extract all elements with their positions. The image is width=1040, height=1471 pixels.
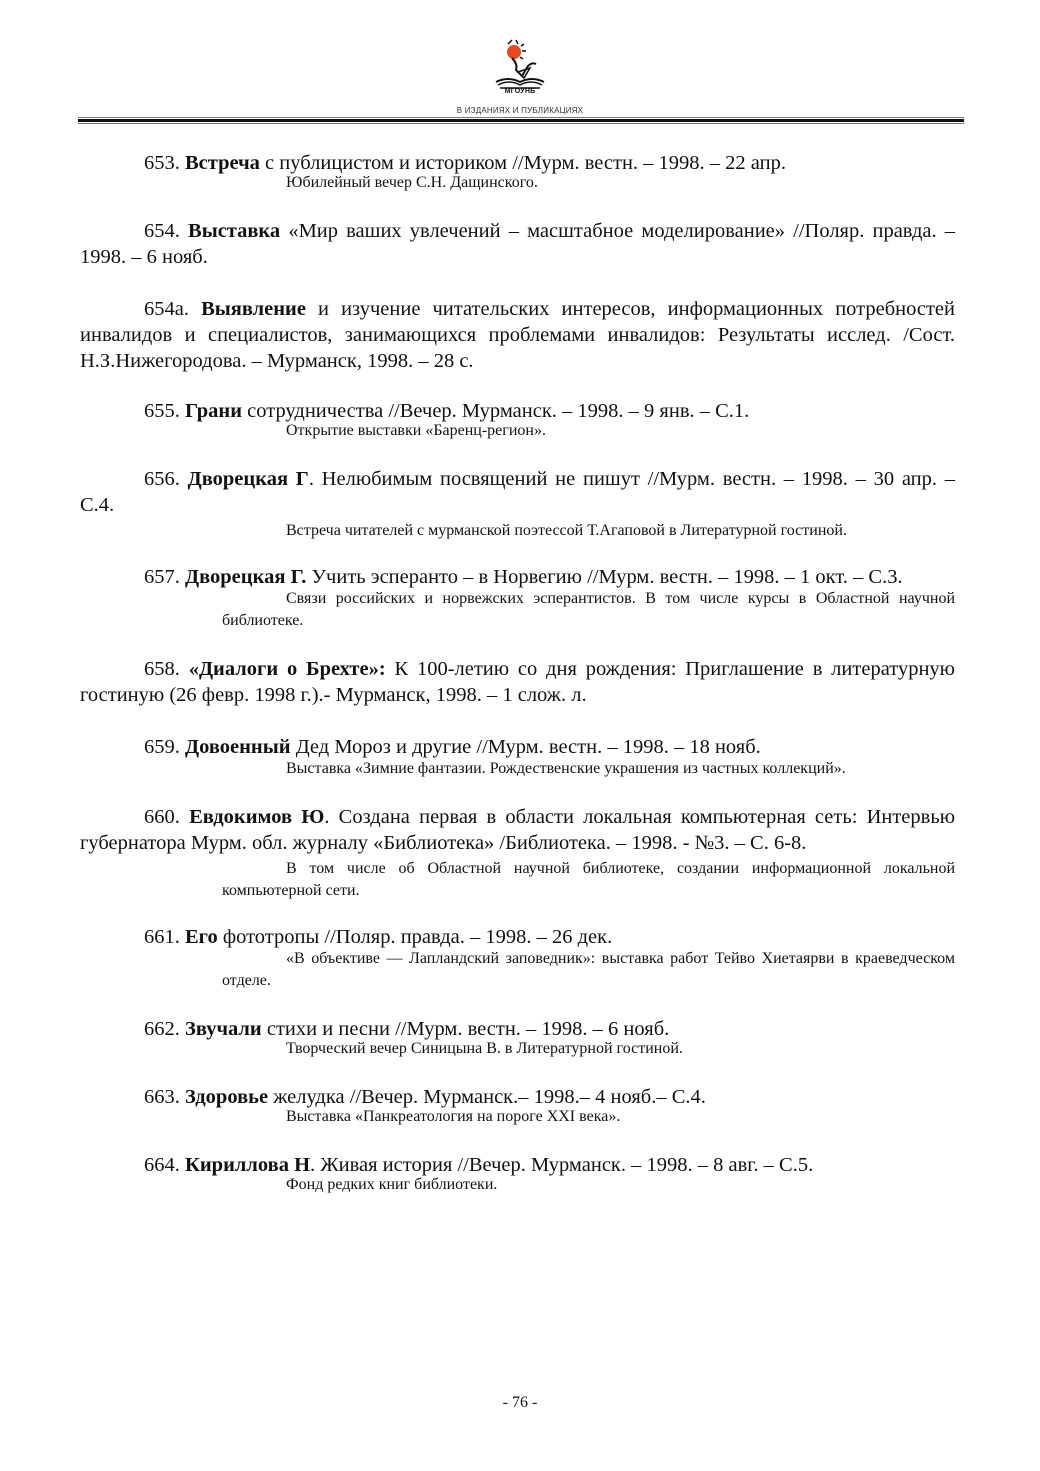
entry-number: 663. bbox=[144, 1086, 180, 1108]
entry-note: Открытие выставки «Баренц-регион». bbox=[286, 422, 546, 439]
entry-text: желудка //Вечер. Мурманск.– 1998.– 4 нояб.– С.4. bbox=[268, 1086, 706, 1108]
entry-text: К 100-летию со дня рождения: Приглашение в литературную гостиную (26 февр. 1998 г.).- Мурманск, 1998. – 1 слож. л. bbox=[80, 658, 955, 706]
entry-keyword: Выставка bbox=[188, 220, 281, 242]
entry-note: Выставка «Зимние фантазии. Рождественские украшения из частных коллекций». bbox=[286, 760, 846, 777]
header-subtitle: В ИЗДАНИЯХ И ПУБЛИКАЦИЯХ bbox=[456, 106, 584, 115]
bibliography-entry bbox=[80, 1016, 955, 1060]
bibliography-entry bbox=[80, 804, 955, 902]
entry-number: 658. bbox=[144, 658, 180, 680]
entry-keyword: Звучали bbox=[185, 1018, 262, 1040]
bibliography-entry bbox=[80, 218, 955, 270]
entry-number: 660. bbox=[144, 806, 180, 828]
library-logo-icon bbox=[488, 38, 552, 90]
entry-text: фототропы //Поляр. правда. – 1998. – 26 дек. bbox=[217, 926, 613, 948]
entry-text: . Нелюбимым посвящений не пишут //Мурм. вестн. – 1998. – 30 апр. – С.4. bbox=[80, 468, 956, 516]
entry-text: . Живая история //Вечер. Мурманск. – 1998. – 8 авг. – С.5. bbox=[310, 1154, 814, 1176]
entry-keyword: Дворецкая Г. bbox=[185, 566, 307, 588]
entry-note: Связи российских и норвежских эсперантистов. В том числе курсы в Областной научной библиотеке. bbox=[222, 590, 955, 629]
entry-keyword: Его bbox=[185, 926, 218, 948]
bibliography-entry bbox=[80, 924, 955, 992]
entry-number: 662. bbox=[144, 1018, 180, 1040]
entry-note: Встреча читателей с мурманской поэтессой Т.Агаповой в Литературной гостиной. bbox=[286, 522, 847, 539]
entry-text: стихи и песни //Мурм. вестн. – 1998. – 6 нояб. bbox=[261, 1018, 670, 1040]
entry-number: 657. bbox=[144, 566, 180, 588]
entry-number: 661. bbox=[144, 926, 180, 948]
bibliography-entry bbox=[80, 398, 955, 442]
entry-number: 664. bbox=[144, 1154, 180, 1176]
entry-text: с публицистом и историком //Мурм. вестн. – 1998. – 22 апр. bbox=[259, 152, 786, 174]
bibliography-entry bbox=[80, 734, 955, 780]
entry-number: 655. bbox=[144, 400, 180, 422]
bibliography-entry bbox=[80, 656, 955, 708]
entry-text: сотрудничества //Вечер. Мурманск. – 1998. – 9 янв. – С.1. bbox=[242, 400, 750, 422]
page-header bbox=[0, 0, 1040, 130]
entry-number: 654. bbox=[144, 220, 180, 242]
entry-number: 654а. bbox=[144, 298, 189, 320]
entry-text: «Мир ваших увлечений – масштабное моделирование» //Поляр. правда. – 1998. – 6 нояб. bbox=[80, 220, 956, 268]
entry-note: В том числе об Областной научной библиотеке, создании информационной локальной компьютерной сети. bbox=[222, 860, 955, 899]
bibliography-entry bbox=[80, 296, 955, 374]
entry-keyword: Встреча bbox=[185, 152, 260, 174]
entry-keyword: Кириллова Н bbox=[185, 1154, 311, 1176]
entry-note: «В объективе — Лапландский заповедник»: выставка работ Тейво Хиетаярви в краеведческом отделе. bbox=[222, 950, 955, 989]
entry-keyword: Довоенный bbox=[185, 736, 291, 758]
entry-keyword: Выявление bbox=[201, 298, 306, 320]
header-divider bbox=[78, 117, 964, 124]
page-number: - 76 - bbox=[502, 1394, 538, 1411]
bibliography-entry bbox=[80, 564, 955, 632]
entry-note: Выставка «Панкреатология на пороге XXI века». bbox=[286, 1108, 621, 1125]
entry-keyword: Здоровье bbox=[185, 1086, 269, 1108]
entry-number: 656. bbox=[144, 468, 180, 490]
bibliography-entry bbox=[80, 150, 955, 194]
bibliography-list bbox=[80, 150, 955, 1196]
entry-text: и изучение читательских интересов, информационных потребностей инвалидов и специалистов, занимающихся проблемами инвалидов: Результаты исслед. /Сост. Н.З.Нижегородова. – Мурманск, 1998. – 28 с. bbox=[80, 298, 956, 372]
entry-note: Творческий вечер Синицына В. в Литературной гостиной. bbox=[286, 1040, 683, 1057]
entry-text: . Создана первая в области локальная компьютерная сеть: Интервью губернатора Мурм. обл. журналу «Библиотека» /Библиотека. – 1998. - №3. – С. 6-8. bbox=[80, 806, 956, 854]
bibliography-entry bbox=[80, 1152, 955, 1196]
organization-name: МГОУНБ bbox=[504, 88, 536, 95]
entry-text: Дед Мороз и другие //Мурм. вестн. – 1998. – 18 нояб. bbox=[290, 736, 761, 758]
entry-note: Фонд редких книг библиотеки. bbox=[286, 1176, 498, 1193]
entry-keyword: Дворецкая Г bbox=[187, 468, 309, 490]
entry-keyword: Евдокимов Ю bbox=[189, 806, 325, 828]
entry-number: 659. bbox=[144, 736, 180, 758]
bibliography-entry bbox=[80, 466, 955, 542]
entry-number: 653. bbox=[144, 152, 180, 174]
entry-note: Юбилейный вечер С.Н. Дащинского. bbox=[286, 174, 538, 191]
bibliography-entry bbox=[80, 1084, 955, 1128]
entry-keyword: «Диалоги о Брехте»: bbox=[188, 658, 386, 680]
entry-keyword: Грани bbox=[185, 400, 243, 422]
entry-text: Учить эсперанто – в Норвегию //Мурм. вестн. – 1998. – 1 окт. – С.3. bbox=[306, 566, 903, 588]
